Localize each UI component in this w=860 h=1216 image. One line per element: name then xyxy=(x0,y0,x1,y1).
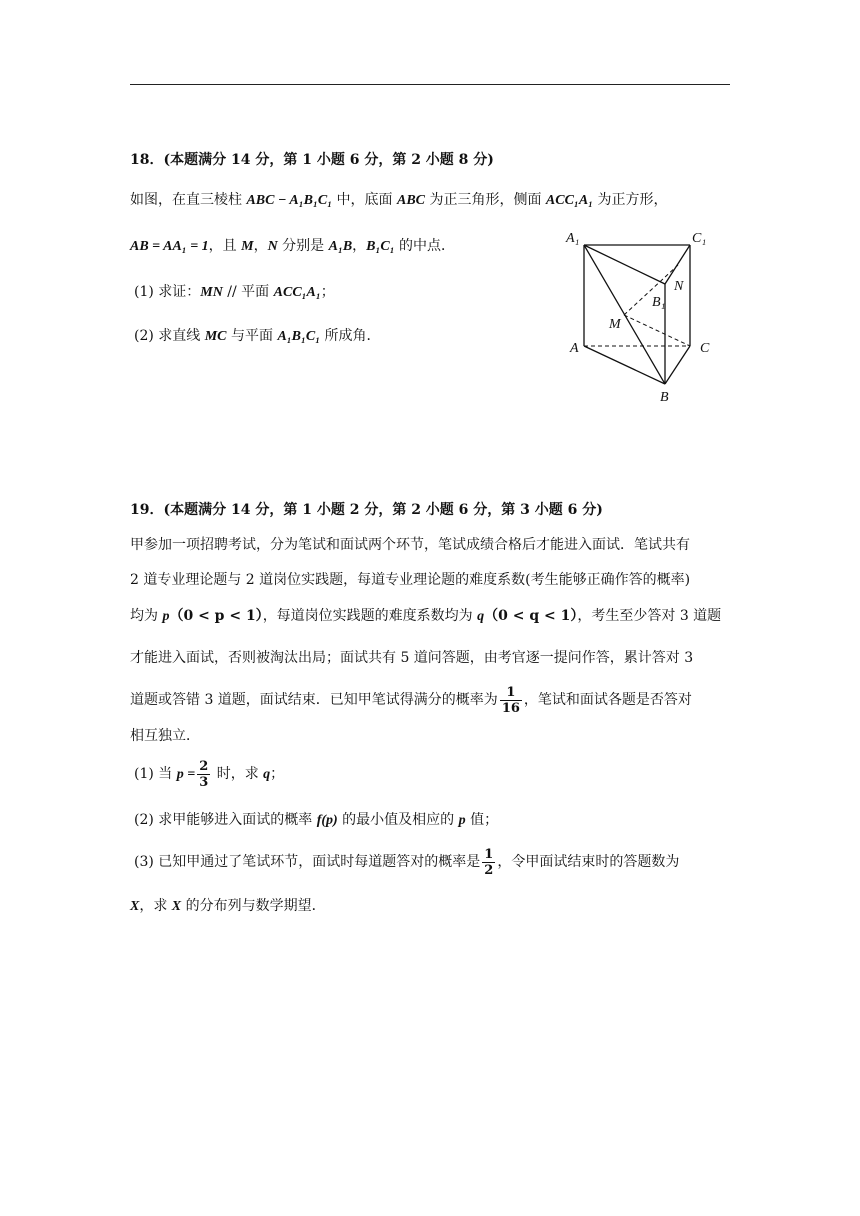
q19-part-2 xyxy=(134,810,498,831)
point-m: M xyxy=(241,239,254,254)
line-mc: MC xyxy=(204,329,227,344)
segment-a1b: A₁B xyxy=(328,239,353,254)
prism-diagram xyxy=(560,228,730,408)
q19-part-3-cont xyxy=(130,896,326,917)
fraction-2-3 xyxy=(197,759,210,790)
fraction-1-16 xyxy=(500,685,522,716)
label-a: A xyxy=(570,341,579,356)
face-name: ACC₁A₁ xyxy=(545,193,594,208)
q19-line-5 xyxy=(130,684,692,716)
q19-header xyxy=(130,500,603,520)
q19-line-4 xyxy=(130,648,693,668)
text: (1) 求证： xyxy=(134,284,201,300)
prism-figure xyxy=(560,228,730,408)
text: (3) 已知甲通过了笔试环节，面试时每道题答对的概率是 xyxy=(134,854,481,870)
q19-part-3 xyxy=(134,846,679,878)
equation: AB = AA₁ = 1 xyxy=(130,239,209,254)
text: ，求 xyxy=(139,898,172,914)
text: ，且 xyxy=(208,238,242,254)
text: 甲参加一项招聘考试，分为笔试和面试两个环节，笔试成绩合格后才能进入面试．笔试共有 xyxy=(130,537,690,553)
segment-b1c1: B₁C₁ xyxy=(366,239,395,254)
plane-name: A₁B₁C₁ xyxy=(277,329,321,344)
var-p: p xyxy=(162,609,170,624)
text: 为正方形， xyxy=(593,192,668,208)
label-c1: C₁ xyxy=(692,231,707,246)
q18-line-1 xyxy=(130,190,668,211)
q19-header-text: 19．(本题满分 14 分，第 1 小题 2 分，第 2 小题 6 分，第 3 小题 6 分) xyxy=(130,502,603,518)
text: ，令甲面试结束时的答题数为 xyxy=(497,854,680,870)
point-n: N xyxy=(267,239,278,254)
label-c: C xyxy=(700,341,710,356)
q-range: （0 < q < 1） xyxy=(484,608,578,624)
edge-cb xyxy=(665,346,690,384)
label-m: M xyxy=(609,317,621,332)
line-mn: MN xyxy=(200,285,223,300)
text: (2) 求甲能够进入面试的概率 xyxy=(134,812,317,828)
q18-part-1 xyxy=(134,282,335,303)
prism-name: ABC − A₁B₁C₁ xyxy=(246,193,333,208)
var-x: X xyxy=(171,899,182,914)
function-f: f(p) xyxy=(316,813,338,828)
text: 相互独立． xyxy=(130,728,200,744)
text: 如图，在直三棱柱 xyxy=(130,192,247,208)
text: 道题或答错 3 道题，面试结束．已知甲笔试得满分的概率为 xyxy=(130,692,498,708)
q18-header-text: 18．(本题满分 14 分，第 1 小题 6 分，第 2 小题 8 分) xyxy=(130,152,494,168)
text: (2) 求直线 xyxy=(134,328,205,344)
text: 所成角． xyxy=(320,328,381,344)
text: 中，底面 xyxy=(332,192,397,208)
fraction-1-2 xyxy=(482,847,495,878)
var-p: p xyxy=(458,813,466,828)
text: ，考生至少答对 3 道题 xyxy=(577,608,722,624)
equation: p = xyxy=(176,767,196,782)
q19-line-2 xyxy=(130,570,690,590)
label-b1: B₁ xyxy=(652,295,666,310)
hidden-segment-mn xyxy=(624,265,678,315)
plane-name: ACC₁A₁ xyxy=(273,285,321,300)
q19-part-1 xyxy=(134,758,284,791)
q18-header xyxy=(130,150,494,170)
text: 分别是 xyxy=(277,238,329,254)
q19-line-3 xyxy=(130,606,721,627)
numerator: 1 xyxy=(500,685,522,701)
text: 均为 xyxy=(130,608,163,624)
text: 的分布列与数学期望． xyxy=(181,898,326,914)
numerator: 1 xyxy=(484,846,494,862)
top-rule xyxy=(130,84,730,85)
text: ， xyxy=(352,238,367,254)
q19-line-1 xyxy=(130,535,690,555)
text: 的最小值及相应的 xyxy=(337,812,459,828)
edge-a1b1 xyxy=(584,245,665,284)
var-q: q xyxy=(263,767,271,782)
text: ，笔试和面试各题是否答对 xyxy=(523,692,692,708)
text: 与平面 xyxy=(226,328,278,344)
text: ，每道岗位实践题的难度系数均为 xyxy=(262,608,478,624)
text: 才能进入面试，否则被淘汰出局；面试共有 5 道问答题，由考官逐一提问作答，累计答对 3 xyxy=(130,650,694,666)
text: ， xyxy=(253,238,268,254)
base-name: ABC xyxy=(397,193,426,208)
denominator: 2 xyxy=(484,862,494,878)
numerator: 2 xyxy=(199,758,209,774)
text: // 平面 xyxy=(222,284,274,300)
label-b: B xyxy=(660,390,669,405)
denominator: 16 xyxy=(501,700,520,716)
text: 值； xyxy=(465,812,499,828)
var-q: q xyxy=(477,609,485,624)
text: 2 道专业理论题与 2 道岗位实践题，每道专业理论题的难度系数(考生能够正确作答的概率) xyxy=(130,572,691,588)
text: 时，求 xyxy=(212,766,264,782)
q18-line-2 xyxy=(130,236,455,257)
text: 为正三角形，侧面 xyxy=(425,192,546,208)
p-range: （0 < p < 1） xyxy=(169,608,263,624)
text: (1) 当 xyxy=(134,766,177,782)
label-a1: A₁ xyxy=(566,231,580,246)
q18-part-2 xyxy=(134,326,381,347)
text: ； xyxy=(270,766,285,782)
q19-line-6 xyxy=(130,726,200,746)
text: 的中点． xyxy=(394,238,456,254)
denominator: 3 xyxy=(199,774,209,790)
edge-ab xyxy=(584,346,665,384)
var-x: X xyxy=(130,899,140,914)
label-n: N xyxy=(674,279,684,294)
text: ； xyxy=(320,284,335,300)
